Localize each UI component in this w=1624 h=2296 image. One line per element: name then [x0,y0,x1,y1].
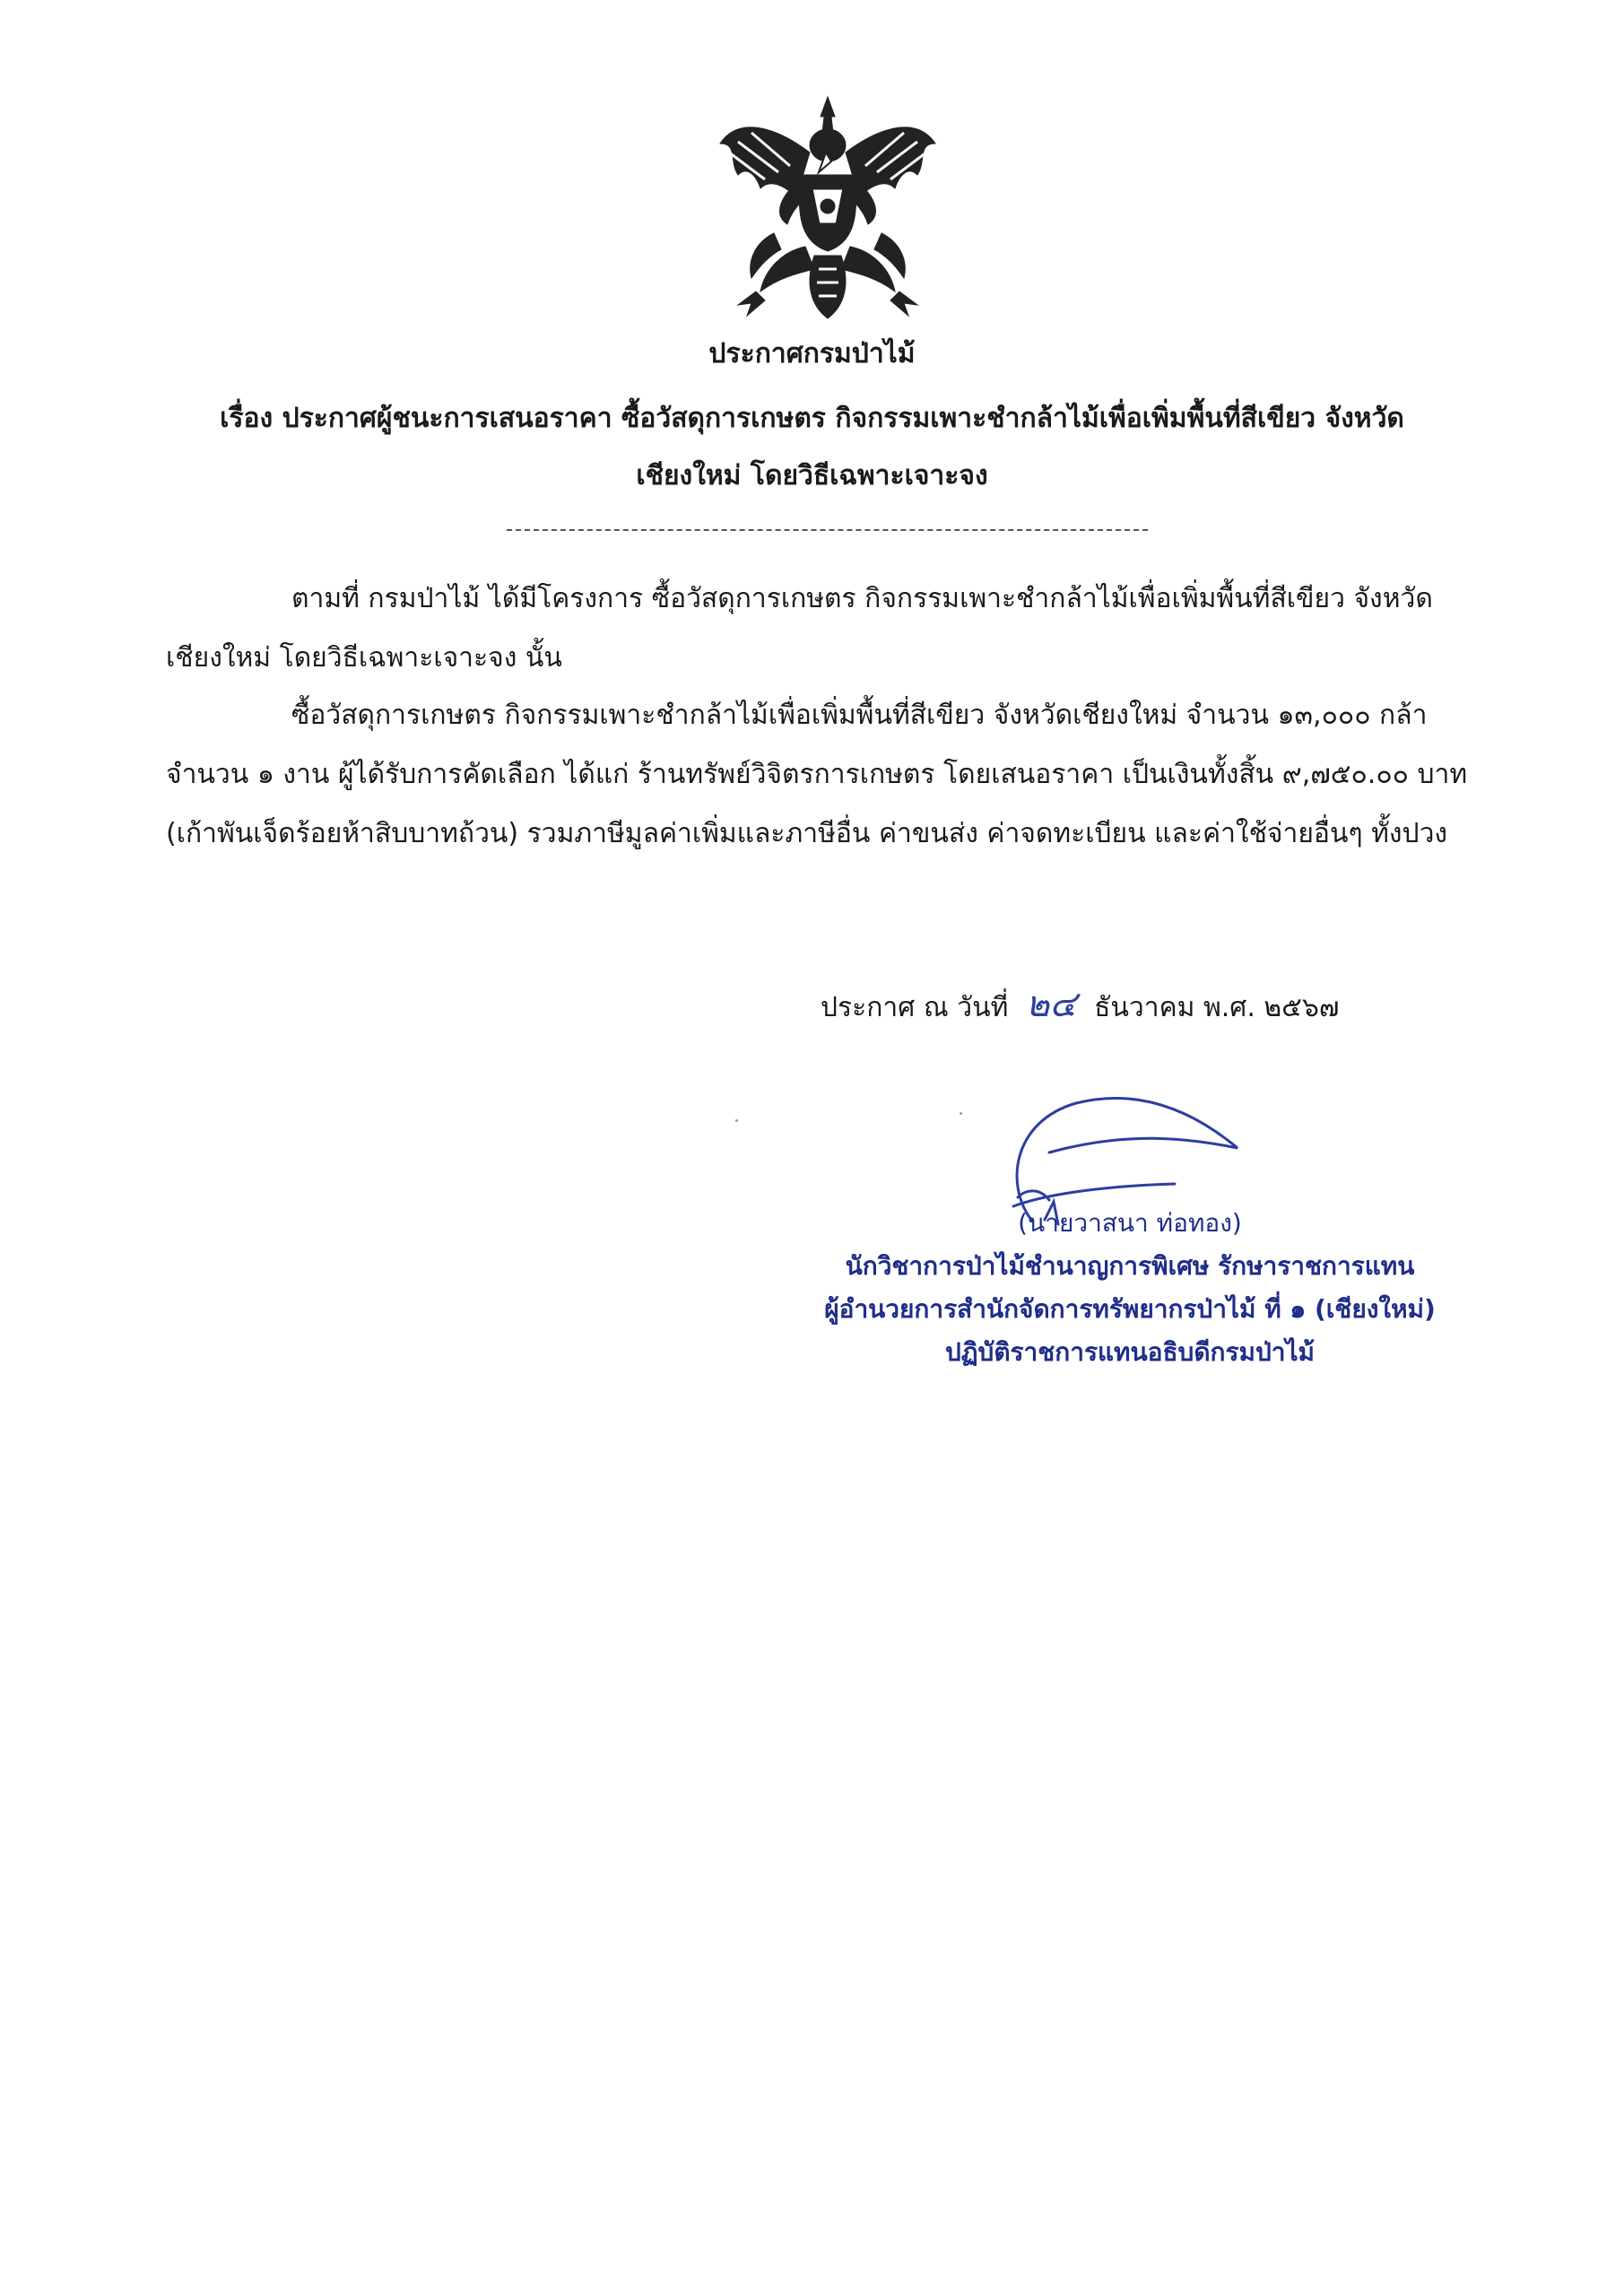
document-subject: เรื่อง ประกาศผู้ชนะการเสนอราคา ซื้อวัสดุการเกษตร กิจกรรมเพาะชำกล้าไม้เพื่อเพิ่มพื้นที่สีเขียว จังหวัดเชียงใหม่ โดยวิธีเฉพาะเจาะจง [220,403,1404,491]
announcement-date [821,978,1340,1035]
signatory-block [789,1202,1471,1374]
divider-line [507,529,1148,531]
signatory-name: (นายวาสนา ท่อทอง) [1018,1208,1242,1238]
paragraph-2-text: ซื้อวัสดุการเกษตร กิจกรรมเพาะชำกล้าไม้เพื่อเพิ่มพื้นที่สีเขียว จังหวัดเชียงใหม่ จำนวน ๑๓,๐๐๐ กล้า จำนวน ๑ งาน ผู้ได้รับการคัดเลือก ได้แก่ ร้านทรัพย์วิจิตรการเกษตร โดยเสนอราคา เป็นเงินทั้งสิ้น ๙,๗๕๐.๐๐ บาท (เก้าพันเจ็ดร้อยห้าสิบบาทถ้วน) รวมภาษีมูลค่าเพิ่มและภาษีอื่น ค่าขนส่ง ค่าจดทะเบียน และค่าใช้จ่ายอื่นๆ ทั้งปวง [166,700,1468,849]
date-suffix: ธันวาคม พ.ศ. ๒๕๖๗ [1094,992,1340,1023]
garuda-emblem-icon [711,90,944,332]
scan-speck [960,1112,962,1115]
signatory-position-2: ผู้อำนวยการสำนักจัดการทรัพยากรป่าไม้ ที่ ๑ (เชียงใหม่) [824,1294,1436,1324]
paragraph-1-text: ตามที่ กรมป่าไม้ ได้มีโครงการ ซื้อวัสดุการเกษตร กิจกรรมเพาะชำกล้าไม้เพื่อเพิ่มพื้นที่สีเขียว จังหวัดเชียงใหม่ โดยวิธีเฉพาะเจาะจง นั้น [166,583,1433,674]
body-paragraph-1 [166,570,1484,688]
signatory-position-1: นักวิชาการป่าไม้ชำนาญการพิเศษ รักษาราชการแทน [845,1251,1415,1281]
scan-speck [735,1119,738,1122]
body-paragraph-2 [166,686,1484,864]
document-title: ประกาศกรมป่าไม้ [708,338,916,370]
signatory-position-3: ปฏิบัติราชการแทนอธิบดีกรมป่าไม้ [944,1337,1315,1367]
date-day-handwritten: ๒๔ [1025,984,1077,1025]
date-prefix: ประกาศ ณ วันที่ [821,992,1009,1023]
